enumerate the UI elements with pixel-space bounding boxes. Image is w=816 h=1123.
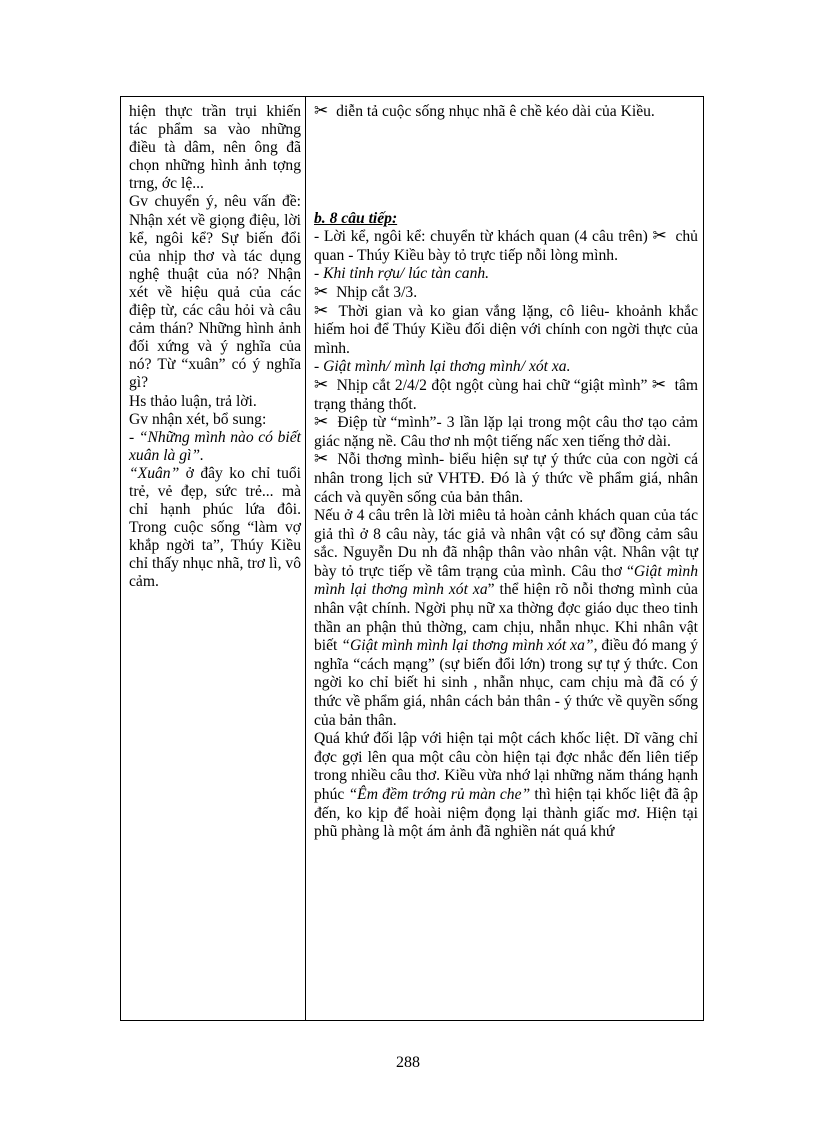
scissors-icon: ✂ xyxy=(314,300,329,320)
right-column xyxy=(314,103,698,842)
xuan-paragraph: “Xuân” ở đây ko chỉ tuổi trẻ, vẻ đẹp, sức trẻ... mà chỉ hạnh phúc lứa đôi. Trong cuộc sống “làm vợ khắp ngời ta”, Thúy Kiều chỉ thấy nhục nhã, trơ lì, vô cảm. xyxy=(129,464,301,591)
scissors-icon: ✂ xyxy=(314,449,329,469)
right-paragraph: ✂ Điệp từ “mình”- 3 lần lặp lại trong một câu thơ tạo cảm giác nặng nề. Câu thơ nh một tiếng nấc xen tiếng thở dài. xyxy=(314,412,698,450)
content-table xyxy=(120,96,704,1021)
right-paragraph: Nếu ở 4 câu trên là lời miêu tả hoàn cảnh khách quan của tác giả thì ở 8 câu này, tác giả và nhân vật có sự đồng cảm sâu sắc. Nguyễn Du nh đã nhập thân vào nhân vật. Nhân vật tự bày tỏ trực tiếp về tâm trạng của mình. Câu thơ “Giật mình mình lại thơng mình xót xa” thể hiện rõ nỗi thơng mình của nhân vật chính. Ngời phụ nữ xa thờng đợc giáo dục theo tinh thần an phận thủ thờng, cam chịu, nhẫn nhục. Khi nhân vật biết “Giật mình mình lại thơng mình xót xa”, điều đó mang ý nghĩa “cách mạng” (sự biến đổi lớn) trong sự tự ý thức. Con ngời ko chỉ biết hi sinh , nhẫn nhục, cam chịu mà đã có ý thức về phẩm giá, nhân cách bản thân - ý thức về quyền sống của bản thân. xyxy=(314,507,698,729)
left-paragraph: hiện thực trần trụi khiến tác phẩm sa vào những điều tà dâm, nên ông đã chọn những hình ảnh tợng trng, ớc lệ... xyxy=(129,103,301,193)
scissors-icon: ✂ xyxy=(652,226,667,246)
verse-line: - Giật mình/ mình lại thơng mình/ xót xa. xyxy=(314,358,571,376)
right-paragraph: ✂ Nhịp cắt 2/4/2 đột ngột cùng hai chữ “giật mình” ✂ tâm trạng thảng thốt. xyxy=(314,374,698,413)
scissors-icon: ✂ xyxy=(314,101,329,120)
verse-line: - Khi tỉnh rợu/ lúc tàn canh. xyxy=(314,265,490,283)
right-paragraph: ✂ Thời gian và ko gian vắng lặng, cô liêu- khoảnh khắc hiếm hoi để Thúy Kiều đối diện với chính con ngời thực của mình. xyxy=(314,300,698,357)
left-column xyxy=(129,103,301,592)
right-paragraph: ✂ Nỗi thơng mình- biểu hiện sự tự ý thức của con ngời cá nhân trong lịch sử VHTĐ. Đó là ý thức về phẩm giá, nhân cách và quyền sống của bản thân. xyxy=(314,449,698,506)
teacher-comment: Gv nhận xét, bổ sung: xyxy=(129,410,267,428)
column-divider xyxy=(305,97,306,1020)
student-activity: Hs thảo luận, trả lời. xyxy=(129,392,257,410)
right-paragraph: ✂ diễn tả cuộc sống nhục nhã ê chề kéo dài của Kiều. xyxy=(314,101,655,120)
quote-paragraph: - “Những mình nào có biết xuân là gì”. xyxy=(129,428,301,464)
teacher-question: Gv chuyển ý, nêu vấn đề: Nhận xét về giọng điệu, lời kể, ngôi kể? Sự biến đổi của nhịp thơ và tác dụng nghệ thuật của nó? Nhận xét về hiệu quả của các điệp từ, các câu hỏi và câu cảm thán? Những hình ảnh đối xứng và ý nghĩa của nó? Từ “xuân” có ý nghĩa gì? xyxy=(129,193,301,392)
page-number: 288 xyxy=(396,1054,420,1071)
right-paragraph: Quá khứ đối lập với hiện tại một cách khốc liệt. Dĩ vãng chỉ đợc gợi lên qua một câu còn hiện tại đợc nhắc đến liên tiếp trong nhiều câu thơ. Kiều vừa nhớ lại những năm tháng hạnh phúc “Êm đềm trớng rủ màn che” thì hiện tại khốc liệt đã ập đến, ko kịp để hoài niệm đọng lại thành giấc mơ. Hiện tại phũ phàng là một ám ảnh đã nghiền nát quá khứ xyxy=(314,730,698,841)
right-paragraph: - Lời kể, ngôi kể: chuyển từ khách quan (4 câu trên) ✂ chủ quan - Thúy Kiều bày tỏ trực tiếp nỗi lòng mình. xyxy=(314,226,698,264)
scissors-icon: ✂ xyxy=(314,412,329,432)
quote-text: “Những mình nào có biết xuân là gì”. xyxy=(129,428,301,464)
scissors-icon: ✂ xyxy=(314,281,329,301)
scissors-icon: ✂ xyxy=(314,374,329,394)
quote-text: “Xuân” xyxy=(129,464,180,482)
right-paragraph: ✂ Nhịp cắt 3/3. xyxy=(314,281,418,301)
scissors-icon: ✂ xyxy=(651,374,667,394)
section-heading: b. 8 câu tiếp: xyxy=(314,209,398,227)
